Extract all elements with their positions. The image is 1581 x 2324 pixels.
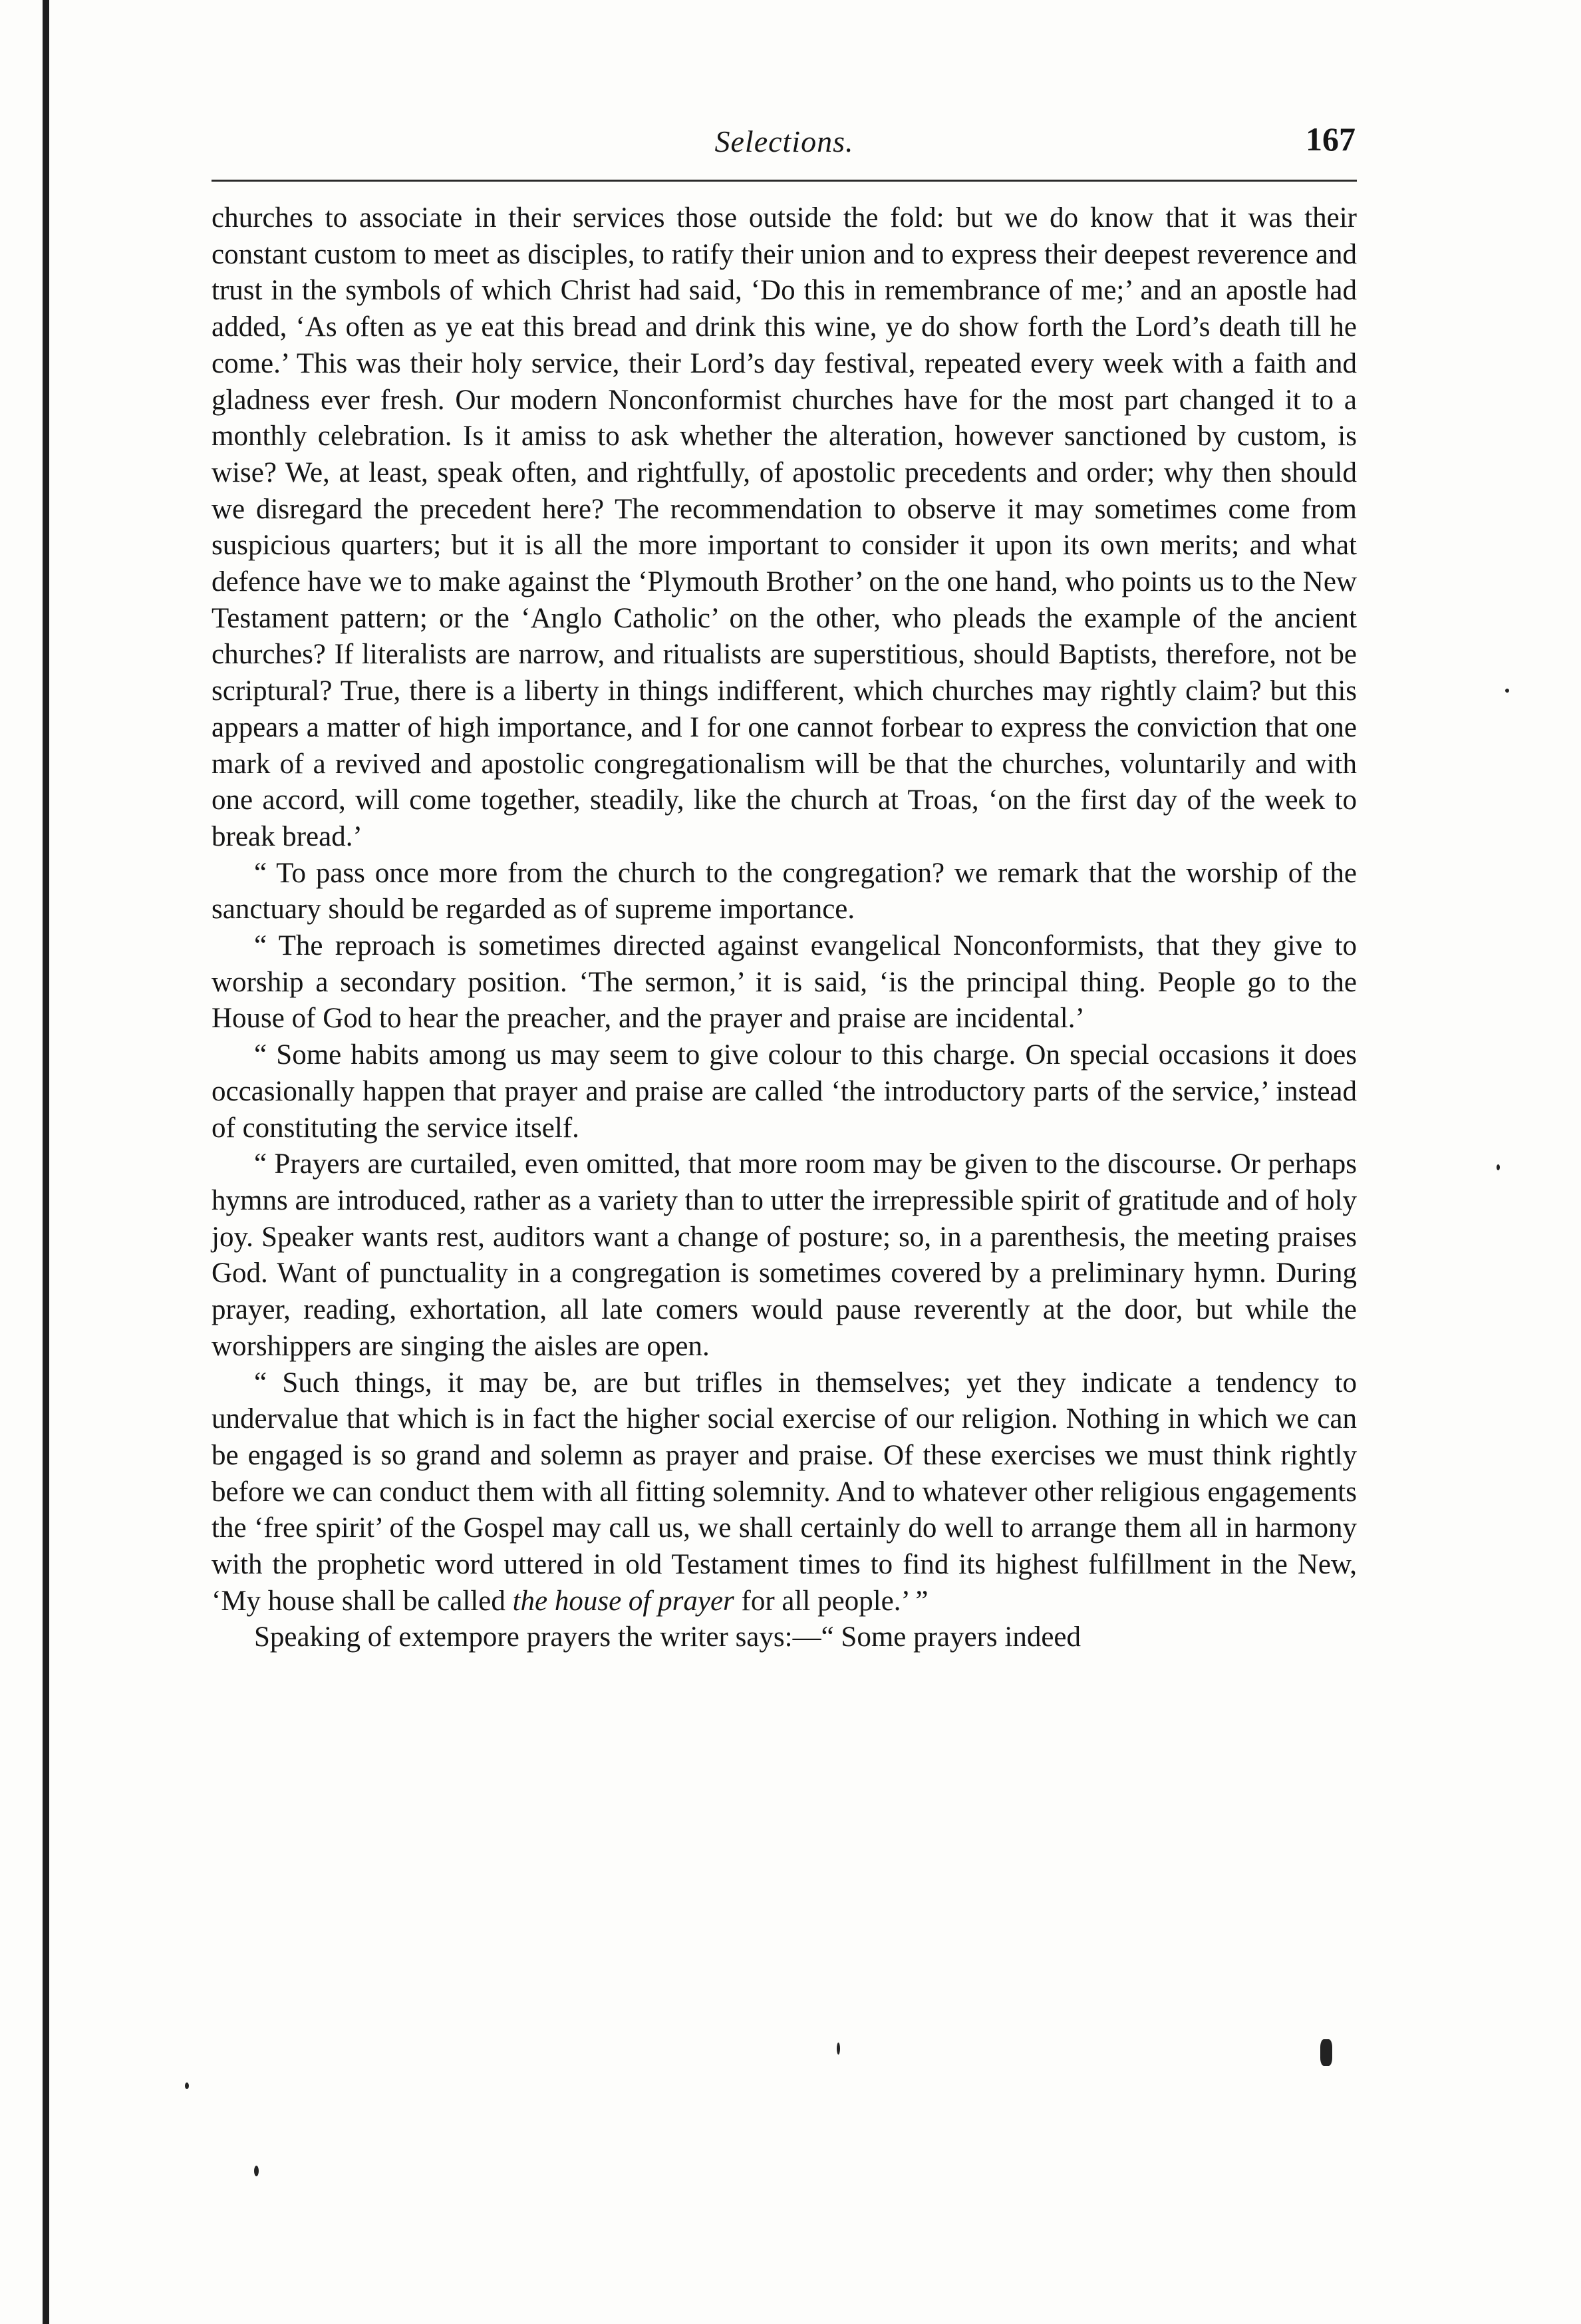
page-number: 167 [1306,120,1356,158]
paragraph: “ The reproach is sometimes directed against evangelical Nonconformists, that they give to worship a secondary position. ‘The sermon,’ it is said, ‘is the principal thing. People go to the House of God to hear the preacher, and the prayer and praise are incidental.’ [212,930,1357,1035]
ink-speck [1320,2039,1332,2066]
paragraph: Speaking of extempore prayers the writer says:—“ Some prayers indeed [254,1621,1081,1653]
ink-speck [1505,689,1509,693]
paragraph-text-end: for all people.’ ” [741,1585,929,1617]
paragraph: “ Prayers are curtailed, even omitted, that more room may be given to the discourse. Or perhaps hymns are introduced, rather as a variety than to utter the irrepressible spirit of gratitude and of holy joy. Speaker wants rest, auditors want a change of posture; so, in a parenthesis, the meeting praises God. Want of punctuality in a congregation is sometimes covered by a preliminary hymn. During prayer, reading, exhortation, all late comers would pause reverently at the door, but while the worshippers are singing the aisles are open. [212,1148,1357,1362]
paragraph: churches to associate in their services those outside the fold: but we do know that it was their constant custom to meet as disciples, to ratify their union and to express their deepest reverence and trust in the symbols of which Christ had said, ‘Do this in remembrance of me;’ and an apostle had added, ‘As often as ye eat this bread and drink this wine, ye do show forth the Lord’s death till he come.’ This was their holy service, their Lord’s day festival, repeated every week with a faith and gladness ever fresh. Our modern Nonconformist churches have for the most part changed it to a monthly celebration. Is it amiss to ask whether the alteration, however sanctioned by custom, is wise? We, at least, speak often, and rightfully, of apostolic precedents and order; why then should we disregard the precedent here? The recommendation to observe it may sometimes come from suspicious quarters; but it is all the more important to consider it upon its own merits; and what defence have we to make against the ‘Plymouth Brother’ on the one hand, who points us to the New Testament pattern; or the ‘Anglo Catholic’ on the other, who pleads the example of the ancient churches? If literalists are narrow, and ritualists are superstitious, should Baptists, therefore, not be scriptural? True, there is a liberty in things indifferent, which churches may rightly claim? but this appears a matter of high importance, and I for one cannot forbear to express the conviction that one mark of a revived and apostolic congregationalism will be that the churches, voluntarily and with one accord, will come together, steadily, like the church at Troas, ‘on the first day of the week to break bread.’ [212,202,1357,852]
running-title: Selections. [714,124,854,158]
page-binding-edge [43,0,49,2324]
running-header [212,113,1357,180]
paragraph: “ Some habits among us may seem to give colour to this charge. On special occasions it does occasionally happen that prayer and praise are called ‘the introductory parts of the service,’ instead of constituting the service itself. [212,1039,1357,1144]
paragraph-text: “ Such things, it may be, are but trifles in themselves; yet they indicate a tendency to undervalue that which is in fact the higher social exercise of our religion. Nothing in which we can be engaged is so grand and solemn as prayer and praise. Of these exercises we must think rightly before we can conduct them with all fitting solemnity. And to whatever other religious engagements the ‘free spirit’ of the Gospel may call us, we shall certainly do well to arrange them all in harmony with the prophetic word uttered in old Testament times to find its highest fulfillment in the New, ‘My house shall be called [212,1367,1357,1617]
italic-phrase: the house of prayer [512,1585,734,1617]
ink-speck [185,2082,189,2089]
header-rule [212,180,1357,182]
body-text [212,200,1357,1656]
paragraph: “ To pass once more from the church to the congregation? we remark that the worship of the sanctuary should be regarded as of supreme importance. [212,857,1357,925]
paragraph [212,1365,1357,1620]
ink-speck [1497,1164,1500,1170]
book-page [212,113,1357,1656]
ink-speck [837,2043,840,2055]
ink-speck [254,2166,259,2176]
